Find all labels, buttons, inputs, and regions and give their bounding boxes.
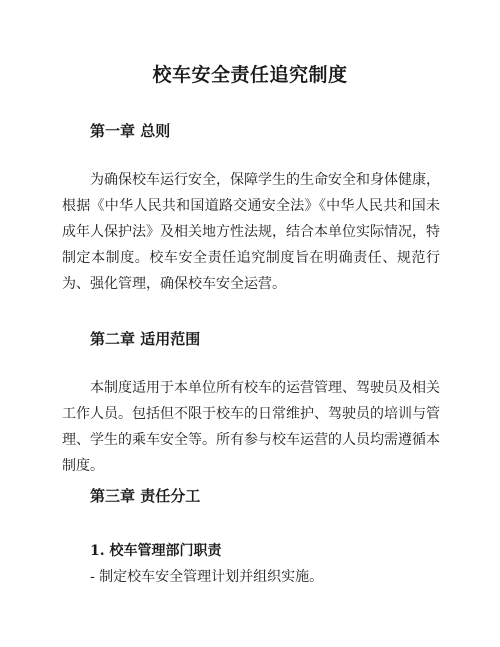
chapter-3-subheading: 1. 校车管理部门职责: [90, 543, 222, 559]
chapter-1-paragraph: 为确保校车运行安全，保障学生的生命安全和身体健康，根据《中华人民共和国道路交通安全法》《中华人民共和国未成年人保护法》及相关地方性法规，结合本单位实际情况，特制定本制度。校车安全责任追究制度旨在明确责任、规范行为、强化管理，确保校车安全运营。: [62, 172, 440, 292]
chapter-1-heading: 第一章 总则: [90, 122, 171, 140]
document-title: 校车安全责任追究制度: [152, 64, 348, 86]
chapter-3-list-item: - 制定校车安全管理计划并组织实施。: [90, 569, 324, 585]
chapter-2-paragraph: 本制度适用于本单位所有校车的运营管理、驾驶员及相关工作人员。包括但不限于校车的日常维护、驾驶员的培训与管理、学生的乘车安全等。所有参与校车运营的人员均需遵循本制度。: [62, 380, 440, 474]
chapter-3-heading: 第三章 责任分工: [90, 487, 201, 505]
chapter-2-heading: 第二章 适用范围: [90, 330, 201, 348]
